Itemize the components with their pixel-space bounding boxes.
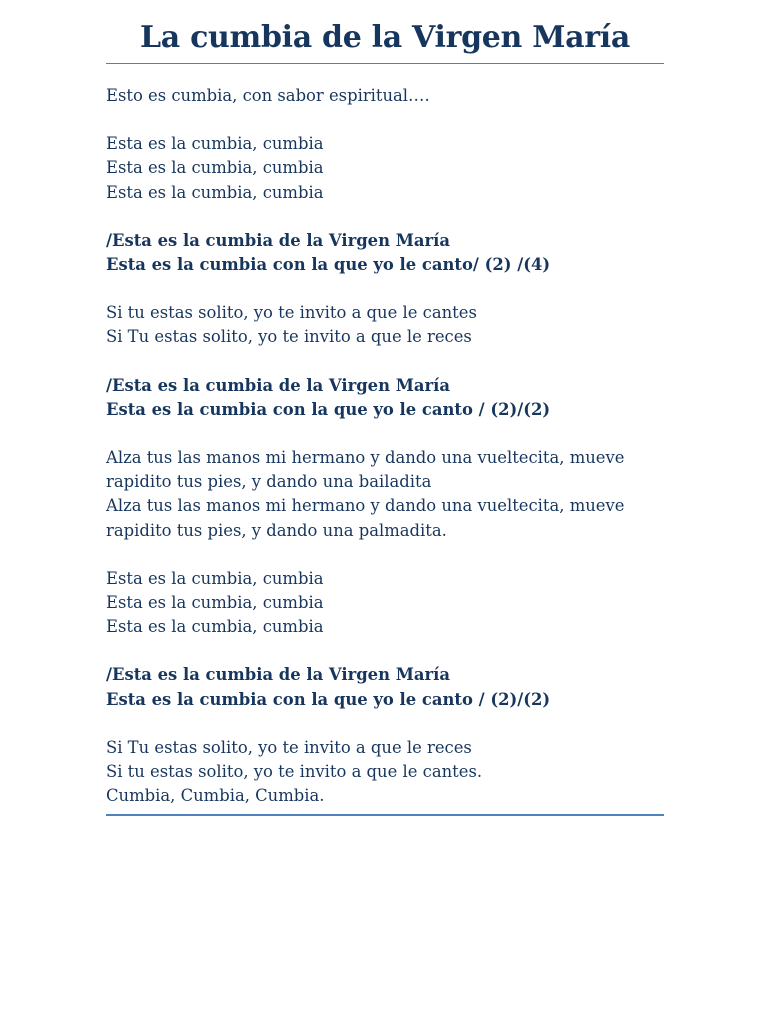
lyric-line: Si tu estas solito, yo te invito a que le cantes. [106, 762, 483, 782]
lyric-line: Esta es la cumbia con la que yo le canto / (2)/(2) [106, 689, 551, 709]
lyric-line: rapidito tus pies, y dando una palmadita. [106, 520, 447, 540]
lyric-line: Esta es la cumbia, cumbia [106, 182, 324, 202]
lyric-line: /Esta es la cumbia de la Virgen María [106, 375, 450, 395]
lyric-line: Esto es cumbia, con sabor espiritual…. [106, 86, 430, 105]
stanza-bridge [106, 446, 664, 543]
lyrics-body [106, 64, 664, 808]
document-page [106, 18, 664, 816]
stanza-refrain [106, 374, 664, 422]
lyric-line: Esta es la cumbia, cumbia [106, 158, 324, 178]
lyric-line: Si Tu estas solito, yo te invito a que le reces [106, 327, 472, 347]
lyric-line: Esta es la cumbia, cumbia [106, 593, 324, 613]
lyric-line: Esta es la cumbia, cumbia [106, 568, 324, 588]
stanza-verse [106, 301, 664, 349]
lyric-line: /Esta es la cumbia de la Virgen María [106, 665, 450, 685]
lyric-line: /Esta es la cumbia de la Virgen María [106, 230, 450, 250]
lyric-line: Alza tus las manos mi hermano y dando una vueltecita, mueve [106, 448, 625, 468]
stanza-outro [106, 736, 664, 809]
bottom-divider [106, 814, 664, 816]
lyric-line: Alza tus las manos mi hermano y dando una vueltecita, mueve [106, 496, 625, 516]
lyric-line: Esta es la cumbia, cumbia [106, 134, 324, 154]
lyric-line: Si tu estas solito, yo te invito a que le cantes [106, 303, 477, 323]
stanza-chorus-a [106, 132, 664, 205]
stanza-intro [106, 84, 664, 108]
stanza-refrain [106, 229, 664, 277]
lyric-line: Si Tu estas solito, yo te invito a que le reces [106, 737, 472, 757]
lyric-line: Esta es la cumbia, cumbia [106, 617, 324, 637]
lyric-line: Esta es la cumbia con la que yo le canto / (2)/(2) [106, 399, 551, 419]
stanza-chorus-b [106, 567, 664, 640]
lyric-line: Esta es la cumbia con la que yo le canto/ (2) /(4) [106, 255, 551, 275]
stanza-refrain [106, 663, 664, 711]
lyric-line: Cumbia, Cumbia, Cumbia. [106, 786, 325, 806]
lyric-line: rapidito tus pies, y dando una bailadita [106, 472, 432, 492]
page-title: La cumbia de la Virgen María [140, 20, 630, 55]
